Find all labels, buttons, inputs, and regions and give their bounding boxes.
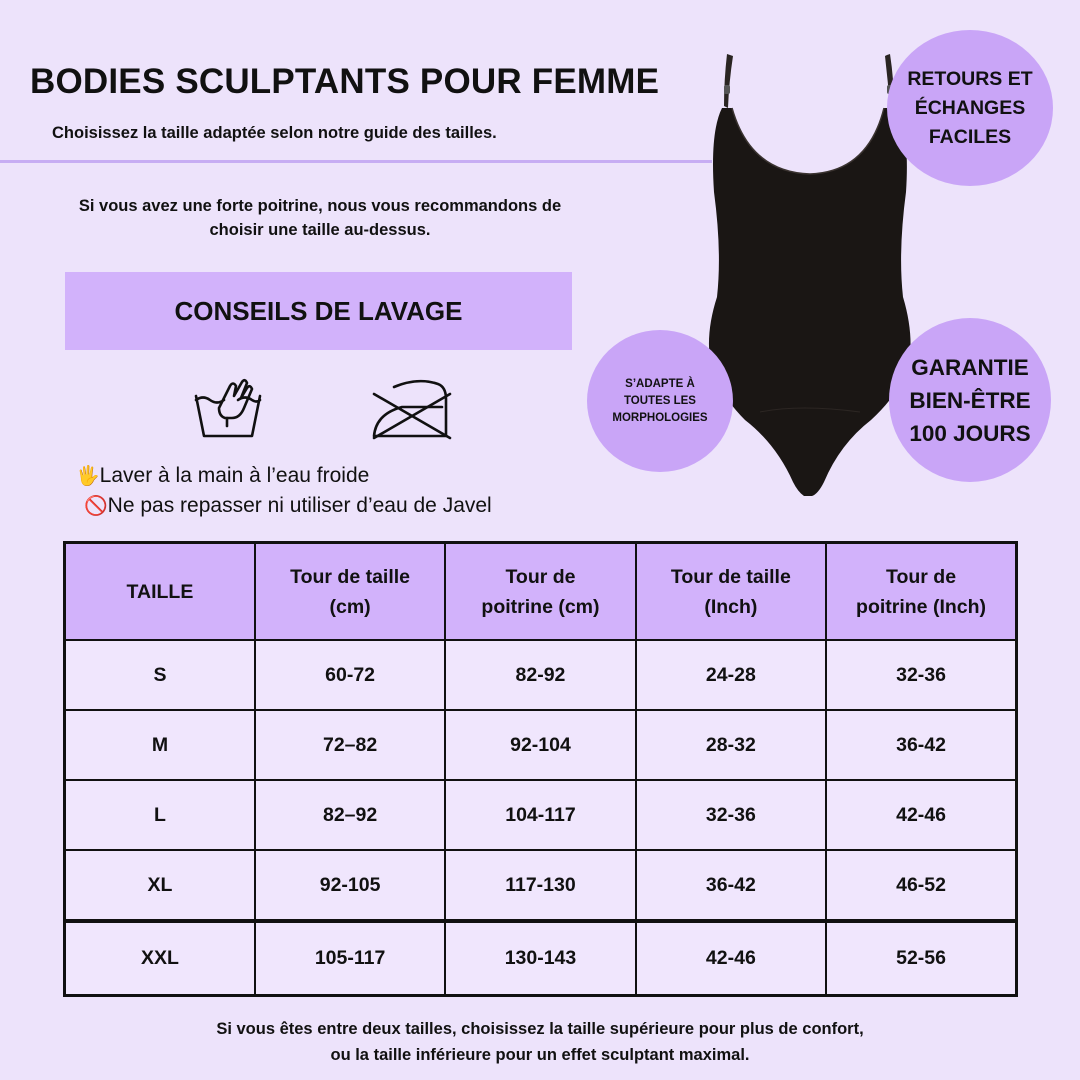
table-header-text: (Inch) (704, 595, 758, 618)
badge-all-morphologies (587, 330, 733, 472)
table-cell: 117-130 (445, 850, 635, 921)
table-cell: 82–92 (255, 780, 445, 850)
size-footnote-line-2: ou la taille inférieure pour un effet sculptant maximal. (330, 1046, 750, 1064)
badge-easy-returns-line-2: ÉCHANGES (914, 96, 1026, 119)
table-header-size (65, 543, 255, 641)
header-divider (0, 160, 712, 163)
table-header-bust-inch (826, 543, 1016, 641)
table-header-text: poitrine (cm) (481, 595, 600, 618)
prohibited-icon: 🚫 (84, 496, 108, 517)
care-instruction-no-iron (84, 494, 492, 518)
table-cell: 42-46 (826, 780, 1016, 850)
badge-all-morphologies-line-1: S’ADAPTE À (625, 377, 695, 390)
table-row (65, 850, 1017, 921)
table-row (65, 921, 1017, 996)
care-heading: CONSEILS DE LAVAGE (174, 295, 463, 326)
table-cell: 28-32 (636, 710, 826, 780)
table-cell: 130-143 (445, 921, 635, 996)
sizing-advice-line-2: choisir une taille au-dessus. (209, 221, 431, 239)
table-cell: 24-28 (636, 640, 826, 710)
table-cell-size: M (65, 710, 255, 780)
table-cell: 60-72 (255, 640, 445, 710)
table-header-waist-cm (255, 543, 445, 641)
page-subtitle: Choisissez la taille adaptée selon notre guide des tailles. (52, 124, 497, 142)
badge-guarantee (889, 318, 1051, 482)
table-cell: 92-104 (445, 710, 635, 780)
table-row (65, 640, 1017, 710)
table-cell-size: XL (65, 850, 255, 921)
badge-all-morphologies-line-3: MORPHOLOGIES (612, 411, 708, 424)
badge-easy-returns-line-3: FACILES (928, 125, 1012, 148)
table-header-text: poitrine (Inch) (856, 595, 987, 618)
table-header-row (65, 543, 1017, 641)
table-row (65, 780, 1017, 850)
size-footnote-line-1: Si vous êtes entre deux tailles, choisissez la taille supérieure pour plus de confort, (216, 1020, 864, 1038)
size-footnote (0, 1016, 1080, 1068)
care-heading-box (65, 272, 572, 350)
table-cell: 52-56 (826, 921, 1016, 996)
table-cell-size: S (65, 640, 255, 710)
table-cell-size: XXL (65, 921, 255, 996)
table-cell: 32-36 (826, 640, 1016, 710)
table-cell: 82-92 (445, 640, 635, 710)
table-cell: 104-117 (445, 780, 635, 850)
table-cell: 72–82 (255, 710, 445, 780)
table-header-text: Tour de taille (670, 565, 791, 588)
table-cell: 36-42 (636, 850, 826, 921)
table-cell: 32-36 (636, 780, 826, 850)
table-header-bust-cm (445, 543, 635, 641)
sizing-advice-line-1: Si vous avez une forte poitrine, nous vous recommandons de (78, 197, 562, 215)
table-header-text: Tour de (886, 565, 957, 588)
page-title: BODIES SCULPTANTS POUR FEMME (30, 62, 660, 101)
raised-hand-icon: 🖐 (76, 466, 100, 487)
table-row (65, 710, 1017, 780)
size-guide-table (63, 541, 1018, 997)
badge-all-morphologies-line-2: TOUTES LES (623, 394, 696, 407)
table-header-text: (cm) (329, 595, 371, 618)
table-cell-size: L (65, 780, 255, 850)
table-cell: 105-117 (255, 921, 445, 996)
table-header-text: TAILLE (126, 580, 194, 603)
badge-guarantee-line-3: 100 JOURS (909, 420, 1031, 446)
table-header-waist-inch (636, 543, 826, 641)
care-instruction-no-iron-text: Ne pas repasser ni utiliser d’eau de Javel (107, 494, 492, 517)
sizing-advice (20, 194, 620, 242)
table-header-text: Tour de taille (290, 565, 411, 588)
care-instruction-hand-wash (76, 464, 369, 488)
hand-wash-icon (192, 374, 264, 440)
table-cell: 36-42 (826, 710, 1016, 780)
badge-guarantee-line-2: BIEN-ÊTRE (909, 387, 1031, 413)
badge-easy-returns (887, 30, 1053, 186)
care-instruction-hand-wash-text: Laver à la main à l’eau froide (99, 464, 370, 487)
table-cell: 92-105 (255, 850, 445, 921)
badge-guarantee-line-1: GARANTIE (911, 354, 1029, 380)
table-header-text: Tour de (505, 565, 576, 588)
no-iron-icon (368, 374, 456, 442)
table-cell: 42-46 (636, 921, 826, 996)
badge-easy-returns-line-1: RETOURS ET (907, 67, 1033, 90)
table-cell: 46-52 (826, 850, 1016, 921)
